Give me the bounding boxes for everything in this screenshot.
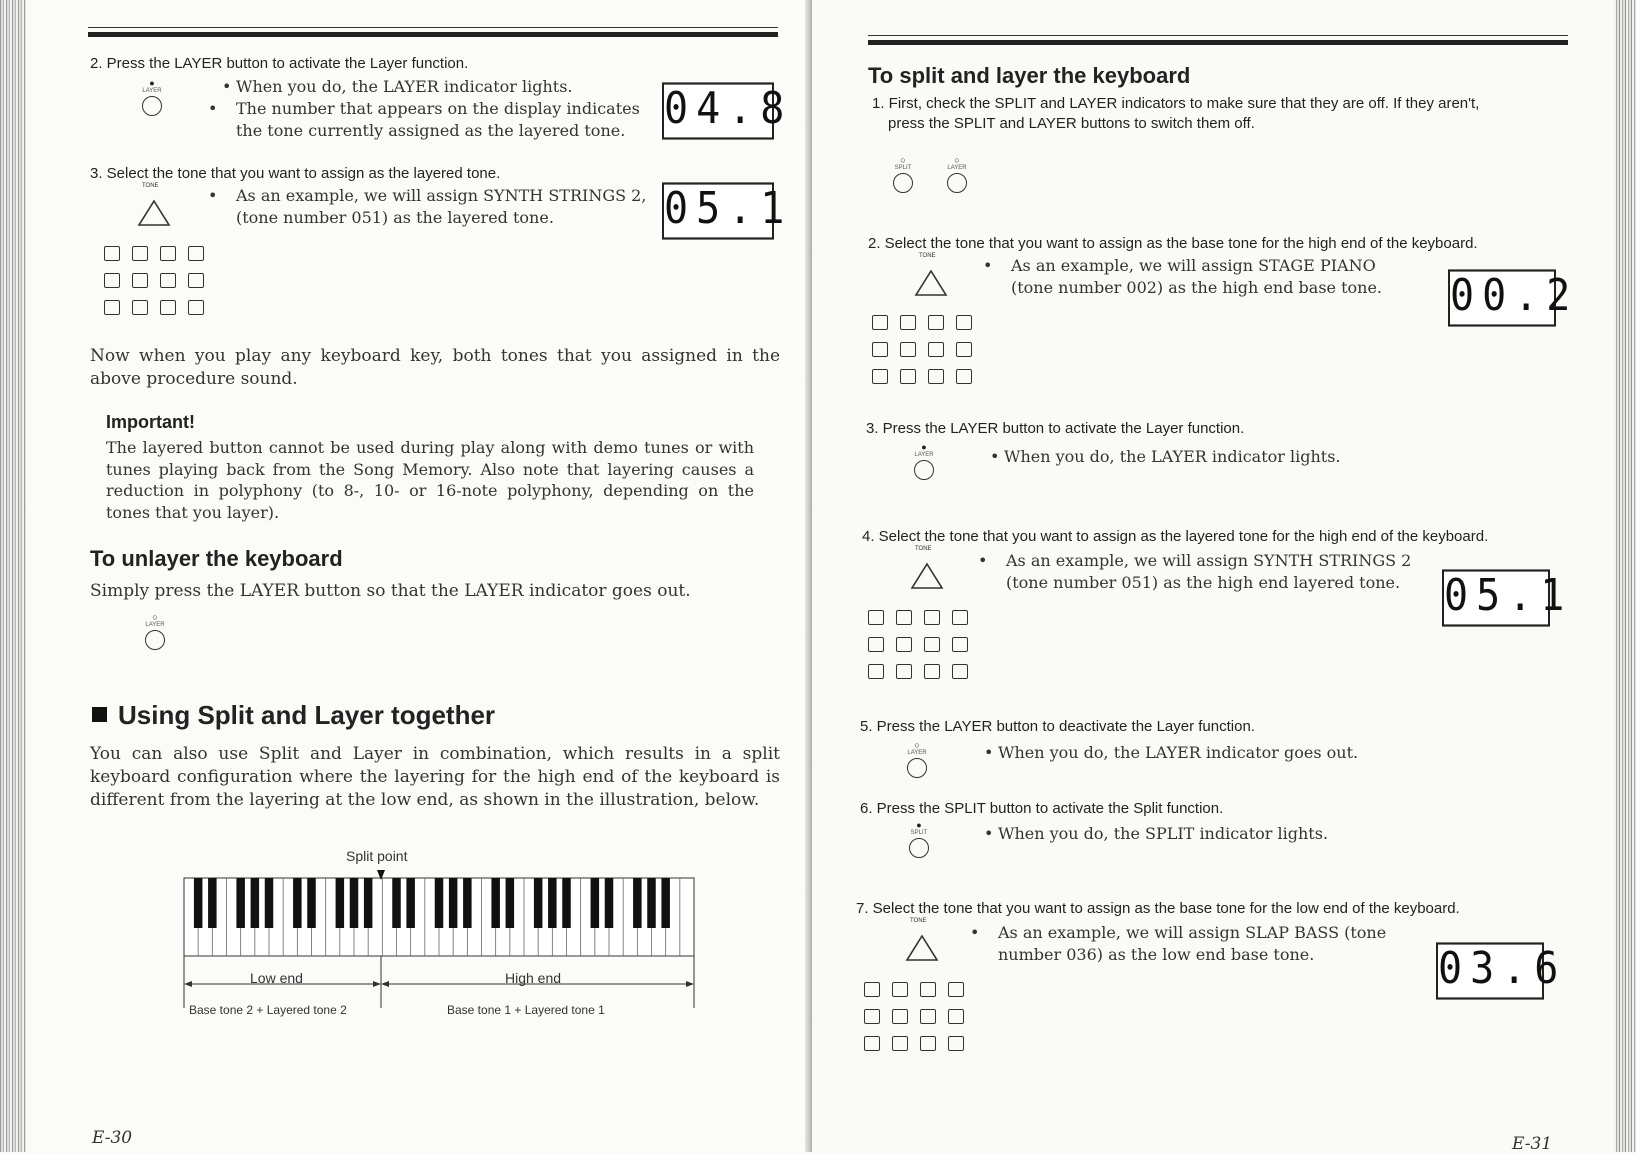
- black-key: [406, 878, 415, 928]
- right-page: [812, 0, 1636, 1152]
- black-key: [435, 878, 444, 928]
- black-key: [463, 878, 472, 928]
- step-5-text: 5. Press the LAYER button to deactivate the Layer function.: [860, 718, 1255, 735]
- black-key: [534, 878, 543, 928]
- page-edge-left: [0, 0, 26, 1152]
- step-7-text: 7. Select the tone that you want to assign as the base tone for the low end of the keyboard.: [856, 900, 1460, 917]
- number-keypad[interactable]: [872, 315, 974, 387]
- tone-label: TONE: [915, 546, 932, 552]
- page-number: E-30: [92, 1128, 133, 1148]
- lcd-display: 05.1: [1442, 569, 1550, 626]
- section-text: You can also use Split and Layer in combination, which results in a split keyboard configuration where the layering for the high end of the keyboard is different from the layering at the low end, as shown in the illustration, below.: [90, 744, 780, 810]
- button-ring-icon: [907, 758, 927, 778]
- black-key: [364, 878, 373, 928]
- keyboard-diagram: [180, 868, 700, 1020]
- page-edge-right: [1614, 0, 1636, 1152]
- page-number: E-31: [1512, 1134, 1553, 1154]
- black-key: [350, 878, 359, 928]
- result-paragraph: Now when you play any keyboard key, both tones that you assigned in the above procedure sound.: [90, 346, 780, 389]
- lcd-display: 04.8: [662, 82, 774, 139]
- step-2-bullet-1: • When you do, the LAYER indicator lights.: [222, 77, 573, 96]
- black-key: [633, 878, 642, 928]
- high-end-tones: Base tone 1 + Layered tone 1: [447, 1003, 605, 1017]
- black-key: [491, 878, 500, 928]
- tone-up-button-icon[interactable]: [914, 268, 948, 298]
- step-2-bullet-2: • The number that appears on the display indicates the tone currently assigned as the layered tone.: [208, 99, 640, 140]
- number-keypad[interactable]: [868, 610, 970, 682]
- step-4-bullet: • As an example, we will assign SYNTH STRINGS 2 (tone number 051) as the high end layered tone.: [978, 551, 1412, 592]
- button-ring-icon: [893, 173, 913, 193]
- indicator-on-icon: ●: [916, 820, 922, 830]
- layer-button-lit[interactable]: [137, 78, 167, 116]
- number-keypad[interactable]: [104, 246, 206, 318]
- step-2-text: 2. Select the tone that you want to assign as the base tone for the high end of the keyboard.: [868, 235, 1478, 252]
- layer-button-label: LAYER: [145, 622, 165, 628]
- top-rule-thick: [868, 40, 1568, 45]
- black-key: [506, 878, 515, 928]
- step-2-bullet: • As an example, we will assign STAGE PIANO (tone number 002) as the high end base tone.: [983, 256, 1383, 297]
- top-rule-thick: [88, 32, 778, 37]
- step-6-text: 6. Press the SPLIT button to activate the Split function.: [860, 800, 1224, 817]
- tone-label: TONE: [142, 183, 159, 189]
- black-key: [265, 878, 274, 928]
- black-key: [251, 878, 260, 928]
- black-key: [208, 878, 217, 928]
- step-2-text: 2. Press the LAYER button to activate the Layer function.: [90, 55, 469, 72]
- important-text: The layered button cannot be used during play along with demo tunes or with tunes playing back from the Song Memory. Also note that layering causes a reduction in polyphony (to 8-, 10- or 16-note polyphony, depending on the tones that you layer).: [106, 438, 754, 522]
- indicator-off-icon: ○: [152, 612, 158, 622]
- tone-up-button-icon[interactable]: [910, 561, 944, 591]
- black-key: [605, 878, 614, 928]
- black-key: [562, 878, 571, 928]
- number-keypad[interactable]: [864, 982, 966, 1054]
- important-title: Important!: [106, 412, 195, 432]
- layer-button-lit[interactable]: ● LAYER: [909, 442, 939, 480]
- tone-label: TONE: [910, 918, 927, 924]
- section-bullet-icon: [92, 707, 107, 722]
- split-button-lit[interactable]: ● SPLIT: [904, 820, 934, 858]
- step-1-text: 1. First, check the SPLIT and LAYER indicators to make sure that they are off. If they aren't,: [872, 95, 1480, 112]
- indicator-off-icon: ○: [954, 155, 960, 165]
- black-key: [307, 878, 316, 928]
- layer-button-off[interactable]: [140, 612, 170, 650]
- tone-up-button-icon[interactable]: [137, 198, 171, 228]
- black-key: [591, 878, 600, 928]
- step-3-text: 3. Press the LAYER button to activate the Layer function.: [866, 420, 1245, 437]
- top-rule-thin: [88, 27, 778, 28]
- black-key: [647, 878, 656, 928]
- section-heading: Using Split and Layer together: [118, 700, 496, 730]
- step-3-bullet: • When you do, the LAYER indicator lights.: [990, 447, 1341, 466]
- tone-up-button-icon[interactable]: [905, 933, 939, 963]
- black-key: [392, 878, 401, 928]
- unlayer-heading: To unlayer the keyboard: [90, 546, 343, 571]
- step-1-text-2: press the SPLIT and LAYER buttons to switch them off.: [888, 115, 1255, 132]
- step-5-bullet: • When you do, the LAYER indicator goes out.: [984, 743, 1359, 762]
- button-ring-icon: [145, 630, 165, 650]
- button-ring-icon: [142, 96, 162, 116]
- black-key: [449, 878, 458, 928]
- black-key: [661, 878, 670, 928]
- step-3-text: 3. Select the tone that you want to assign as the layered tone.: [90, 165, 501, 182]
- top-rule-thin: [868, 35, 1568, 36]
- lcd-display: 03.6: [1436, 942, 1544, 999]
- indicator-off-icon: ○: [900, 155, 906, 165]
- indicator-on-icon: ●: [921, 442, 927, 452]
- black-key: [548, 878, 557, 928]
- step-7-bullet: • As an example, we will assign SLAP BASS (tone number 036) as the low end base tone.: [970, 923, 1387, 964]
- unlayer-text: Simply press the LAYER button so that the LAYER indicator goes out.: [90, 581, 691, 601]
- low-end-label: Low end: [250, 970, 303, 986]
- left-page: [0, 0, 812, 1152]
- button-ring-icon: [947, 173, 967, 193]
- page-title: To split and layer the keyboard: [868, 63, 1191, 88]
- lcd-display: 00.2: [1448, 269, 1556, 326]
- button-ring-icon: [909, 838, 929, 858]
- black-key: [336, 878, 345, 928]
- split-point-label: Split point: [346, 848, 408, 864]
- tone-label: TONE: [919, 253, 936, 259]
- layer-button-off[interactable]: ○ LAYER: [902, 740, 932, 778]
- step-6-bullet: • When you do, the SPLIT indicator lights.: [984, 824, 1329, 843]
- step-3-bullet: • As an example, we will assign SYNTH STRINGS 2, (tone number 051) as the layered tone.: [208, 186, 647, 227]
- black-key: [293, 878, 302, 928]
- black-key: [194, 878, 203, 928]
- indicator-on-icon: ●: [149, 78, 155, 88]
- step-4-text: 4. Select the tone that you want to assign as the layered tone for the high end of the keyboard.: [862, 528, 1489, 545]
- button-ring-icon: [914, 460, 934, 480]
- layer-button-label: LAYER: [142, 88, 162, 94]
- layer-button-off[interactable]: ○ LAYER: [942, 155, 972, 193]
- high-end-label: High end: [505, 970, 562, 986]
- split-button-off[interactable]: ○ SPLIT: [888, 155, 918, 193]
- low-end-tones: Base tone 2 + Layered tone 2: [189, 1003, 347, 1017]
- indicator-off-icon: ○: [914, 740, 920, 750]
- black-key: [236, 878, 245, 928]
- lcd-display: 05.1: [662, 182, 774, 239]
